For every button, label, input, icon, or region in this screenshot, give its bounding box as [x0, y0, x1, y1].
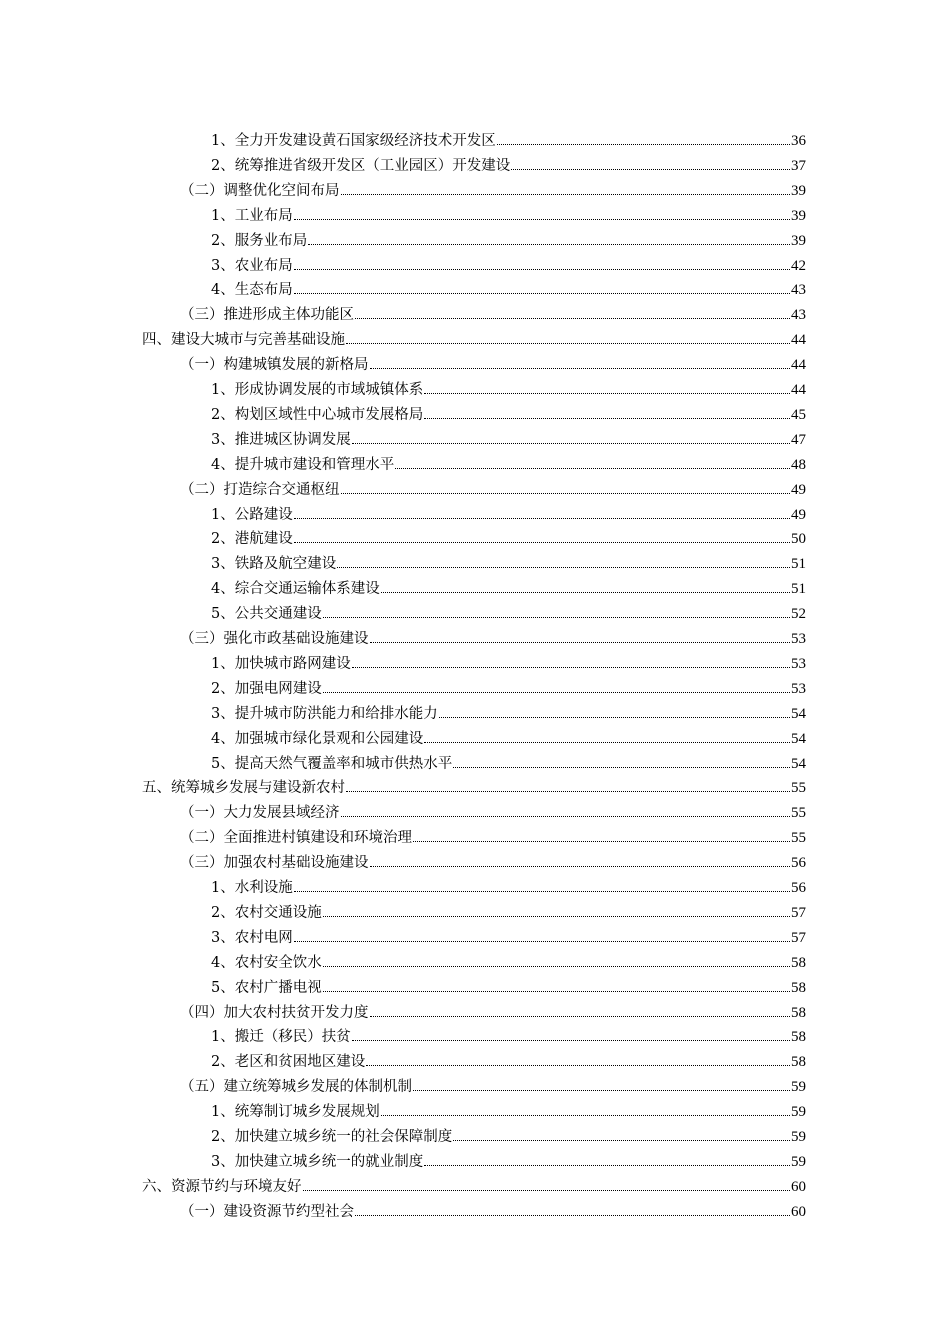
toc-dot-leader	[323, 617, 790, 618]
toc-entry[interactable]	[211, 947, 806, 972]
toc-entry-title: 1、水利设施	[211, 880, 293, 896]
toc-entry-page-number: 59	[791, 1153, 806, 1170]
toc-entry-title: （一）建设资源节约型社会	[180, 1203, 354, 1220]
toc-entry[interactable]	[180, 349, 806, 374]
toc-dot-leader	[370, 368, 791, 369]
toc-entry[interactable]	[180, 997, 806, 1022]
toc-entry-title: 3、农村电网	[211, 929, 293, 946]
toc-entry-title: 2、服务业布局	[211, 232, 308, 249]
toc-entry[interactable]	[180, 822, 806, 847]
toc-dot-leader	[453, 767, 790, 768]
toc-dot-leader	[355, 318, 790, 319]
toc-dot-leader	[511, 169, 790, 170]
toc-entry-page-number: 55	[791, 805, 806, 822]
toc-entry[interactable]	[142, 324, 806, 349]
toc-dot-leader	[370, 866, 791, 867]
toc-dot-leader	[341, 816, 791, 817]
toc-dot-leader	[352, 667, 790, 668]
toc-entry[interactable]	[180, 1196, 806, 1221]
toc-entry-title: 5、提高天然气覆盖率和城市供热水平	[211, 755, 453, 772]
toc-entry[interactable]	[211, 399, 806, 424]
toc-entry-page-number: 37	[791, 157, 806, 174]
toc-entry[interactable]	[211, 698, 806, 723]
toc-dot-leader	[413, 1090, 790, 1091]
toc-entry-page-number: 58	[791, 979, 806, 996]
toc-entry[interactable]	[211, 1021, 806, 1046]
toc-entry-title: 2、港航建设	[211, 531, 293, 548]
toc-entry[interactable]	[211, 673, 806, 698]
toc-entry[interactable]	[211, 1046, 806, 1071]
toc-entry[interactable]	[211, 250, 806, 275]
toc-dot-leader	[341, 194, 791, 195]
toc-dot-leader	[497, 144, 790, 145]
toc-dot-leader	[323, 916, 790, 917]
toc-entry[interactable]	[211, 1121, 806, 1146]
toc-dot-leader	[323, 692, 790, 693]
toc-entry-page-number: 59	[791, 1129, 806, 1145]
toc-dot-leader	[424, 418, 790, 419]
toc-dot-leader	[337, 567, 790, 568]
toc-entry-title: （三）推进形成主体功能区	[180, 307, 354, 324]
toc-entry-title: 2、加强电网建设	[211, 680, 322, 697]
toc-entry[interactable]	[180, 847, 806, 872]
toc-entry-page-number: 49	[791, 506, 806, 523]
toc-entry[interactable]	[211, 449, 806, 474]
toc-entry-title: 1、加快城市路网建设	[211, 655, 351, 672]
toc-entry-page-number: 57	[791, 929, 806, 946]
toc-dot-leader	[381, 1115, 790, 1116]
toc-entry[interactable]	[211, 598, 806, 623]
toc-dot-leader	[395, 468, 790, 469]
toc-entry-title: （二）打造综合交通枢纽	[180, 481, 340, 498]
toc-dot-leader	[294, 293, 790, 294]
toc-entry-title: 2、统筹推进省级开发区（工业园区）开发建设	[211, 157, 511, 174]
toc-entry-page-number: 44	[791, 357, 806, 374]
toc-entry[interactable]	[211, 872, 806, 897]
toc-entry[interactable]	[211, 897, 806, 922]
toc-entry-page-number: 47	[791, 431, 806, 448]
toc-entry-title: 3、提升城市防洪能力和给排水能力	[211, 705, 438, 722]
toc-dot-leader	[303, 1190, 791, 1191]
toc-entry[interactable]	[211, 150, 806, 175]
toc-entry[interactable]	[180, 797, 806, 822]
toc-dot-leader	[352, 443, 790, 444]
toc-entry-page-number: 56	[791, 880, 806, 896]
toc-entry-page-number: 53	[791, 680, 806, 697]
toc-dot-leader	[370, 642, 791, 643]
toc-dot-leader	[413, 841, 790, 842]
toc-dot-leader	[294, 542, 790, 543]
toc-entry-title: 六、资源节约与环境友好	[142, 1178, 302, 1195]
toc-entry-title: （三）加强农村基础设施建设	[180, 855, 369, 872]
toc-dot-leader	[294, 269, 790, 270]
toc-entry-title: 5、公共交通建设	[211, 606, 322, 623]
toc-dot-leader	[323, 991, 790, 992]
toc-entry-title: （五）建立统筹城乡发展的体制机制	[180, 1079, 412, 1096]
toc-entry[interactable]	[211, 200, 806, 225]
toc-entry-page-number: 55	[791, 830, 806, 847]
toc-entry-page-number: 43	[791, 307, 806, 324]
toc-dot-leader	[424, 393, 790, 394]
toc-dot-leader	[355, 1215, 790, 1216]
toc-entry-page-number: 36	[791, 133, 806, 149]
toc-entry-title: 3、推进城区协调发展	[211, 431, 351, 448]
toc-entry-page-number: 59	[791, 1079, 806, 1096]
toc-dot-leader	[439, 717, 790, 718]
toc-dot-leader	[323, 966, 790, 967]
toc-entry-page-number: 53	[791, 655, 806, 672]
toc-entry[interactable]	[180, 175, 806, 200]
toc-entry[interactable]	[142, 772, 806, 797]
toc-entry-page-number: 58	[791, 954, 806, 971]
toc-entry-title: 4、提升城市建设和管理水平	[211, 456, 395, 473]
toc-entry[interactable]	[211, 922, 806, 947]
toc-entry-title: （二）调整优化空间布局	[180, 182, 340, 199]
toc-entry-title: 1、公路建设	[211, 506, 293, 523]
toc-entry-page-number: 60	[791, 1178, 806, 1195]
toc-dot-leader	[294, 518, 790, 519]
toc-entry[interactable]	[211, 523, 806, 548]
toc-entry[interactable]	[180, 623, 806, 648]
toc-entry-page-number: 56	[791, 855, 806, 872]
toc-entry[interactable]	[180, 474, 806, 499]
toc-entry-page-number: 54	[791, 705, 806, 722]
toc-dot-leader	[381, 592, 790, 593]
toc-entry-page-number: 54	[791, 755, 806, 772]
toc-entry-page-number: 39	[791, 232, 806, 249]
toc-entry-page-number: 52	[791, 606, 806, 623]
toc-entry-title: 1、形成协调发展的市域城镇体系	[211, 382, 424, 398]
toc-entry[interactable]	[211, 374, 806, 399]
toc-entry[interactable]	[180, 1071, 806, 1096]
toc-entry-page-number: 43	[791, 282, 806, 299]
toc-entry-title: 4、农村安全饮水	[211, 954, 322, 971]
toc-entry[interactable]	[211, 573, 806, 598]
toc-entry-page-number: 50	[791, 531, 806, 548]
toc-entry[interactable]	[211, 1146, 806, 1171]
toc-entry-title: 四、建设大城市与完善基础设施	[142, 332, 345, 349]
toc-entry-page-number: 44	[791, 382, 806, 398]
toc-entry-page-number: 57	[791, 904, 806, 921]
toc-entry-title: 5、农村广播电视	[211, 979, 322, 996]
toc-entry[interactable]	[211, 723, 806, 748]
toc-dot-leader	[424, 1165, 790, 1166]
toc-entry-title: 1、搬迁（移民）扶贫	[211, 1029, 351, 1046]
toc-entry-title: （四）加大农村扶贫开发力度	[180, 1004, 369, 1021]
toc-dot-leader	[370, 1016, 791, 1017]
toc-entry-page-number: 59	[791, 1104, 806, 1121]
toc-entry-page-number: 54	[791, 730, 806, 747]
toc-entry-title: 1、统筹制订城乡发展规划	[211, 1104, 380, 1121]
toc-entry-page-number: 49	[791, 481, 806, 498]
toc-entry[interactable]	[211, 125, 806, 150]
toc-entry-title: 3、加快建立城乡统一的就业制度	[211, 1153, 424, 1170]
toc-entry[interactable]	[142, 1171, 806, 1196]
toc-entry-page-number: 48	[791, 456, 806, 473]
toc-entry-title: 2、老区和贫困地区建设	[211, 1054, 366, 1071]
toc-entry-page-number: 51	[791, 556, 806, 573]
toc-entry-page-number: 58	[791, 1029, 806, 1046]
toc-dot-leader	[346, 791, 790, 792]
toc-entry-page-number: 42	[791, 257, 806, 274]
toc-entry-page-number: 58	[791, 1054, 806, 1071]
toc-entry-page-number: 39	[791, 207, 806, 224]
toc-entry[interactable]	[211, 1096, 806, 1121]
toc-entry-page-number: 39	[791, 182, 806, 199]
toc-entry-title: （一）构建城镇发展的新格局	[180, 357, 369, 374]
toc-entry-page-number: 58	[791, 1004, 806, 1021]
toc-entry-title: （一）大力发展县域经济	[180, 805, 340, 822]
toc-entry-title: 2、构划区域性中心城市发展格局	[211, 406, 424, 423]
toc-dot-leader	[294, 219, 790, 220]
toc-entry[interactable]	[211, 274, 806, 299]
toc-entry[interactable]	[211, 424, 806, 449]
toc-entry[interactable]	[211, 748, 806, 773]
toc-entry-page-number: 51	[791, 581, 806, 598]
toc-entry-title: （三）强化市政基础设施建设	[180, 631, 369, 647]
toc-entry[interactable]	[211, 648, 806, 673]
toc-entry-page-number: 44	[791, 332, 806, 349]
toc-dot-leader	[294, 941, 790, 942]
toc-entry-title: （二）全面推进村镇建设和环境治理	[180, 830, 412, 847]
toc-entry-page-number: 45	[791, 406, 806, 423]
toc-entry-title: 1、全力开发建设黄石国家级经济技术开发区	[211, 133, 496, 149]
toc-entry[interactable]	[211, 972, 806, 997]
toc-dot-leader	[352, 1040, 790, 1041]
toc-entry-title: 4、生态布局	[211, 282, 293, 299]
toc-dot-leader	[294, 891, 790, 892]
toc-entry-title: 2、加快建立城乡统一的社会保障制度	[211, 1129, 453, 1145]
toc-entry-page-number: 53	[791, 631, 806, 647]
toc-entry-page-number: 60	[791, 1203, 806, 1220]
toc-dot-leader	[308, 244, 790, 245]
toc-entry-title: 4、综合交通运输体系建设	[211, 581, 380, 598]
toc-entry[interactable]	[211, 548, 806, 573]
toc-dot-leader	[453, 1140, 790, 1141]
toc-entry[interactable]	[211, 499, 806, 524]
toc-entry[interactable]	[180, 299, 806, 324]
toc-dot-leader	[346, 343, 790, 344]
toc-entry-title: 1、工业布局	[211, 207, 293, 224]
toc-entry-title: 4、加强城市绿化景观和公园建设	[211, 730, 424, 747]
toc-entry-title: 2、农村交通设施	[211, 904, 322, 921]
toc-dot-leader	[424, 742, 790, 743]
toc-entry[interactable]	[211, 225, 806, 250]
toc-dot-leader	[341, 493, 791, 494]
toc-entry-title: 3、铁路及航空建设	[211, 556, 337, 573]
toc-entry-title: 五、统筹城乡发展与建设新农村	[142, 780, 345, 797]
toc-dot-leader	[366, 1065, 790, 1066]
toc-entry-title: 3、农业布局	[211, 257, 293, 274]
toc-entry-page-number: 55	[791, 780, 806, 797]
